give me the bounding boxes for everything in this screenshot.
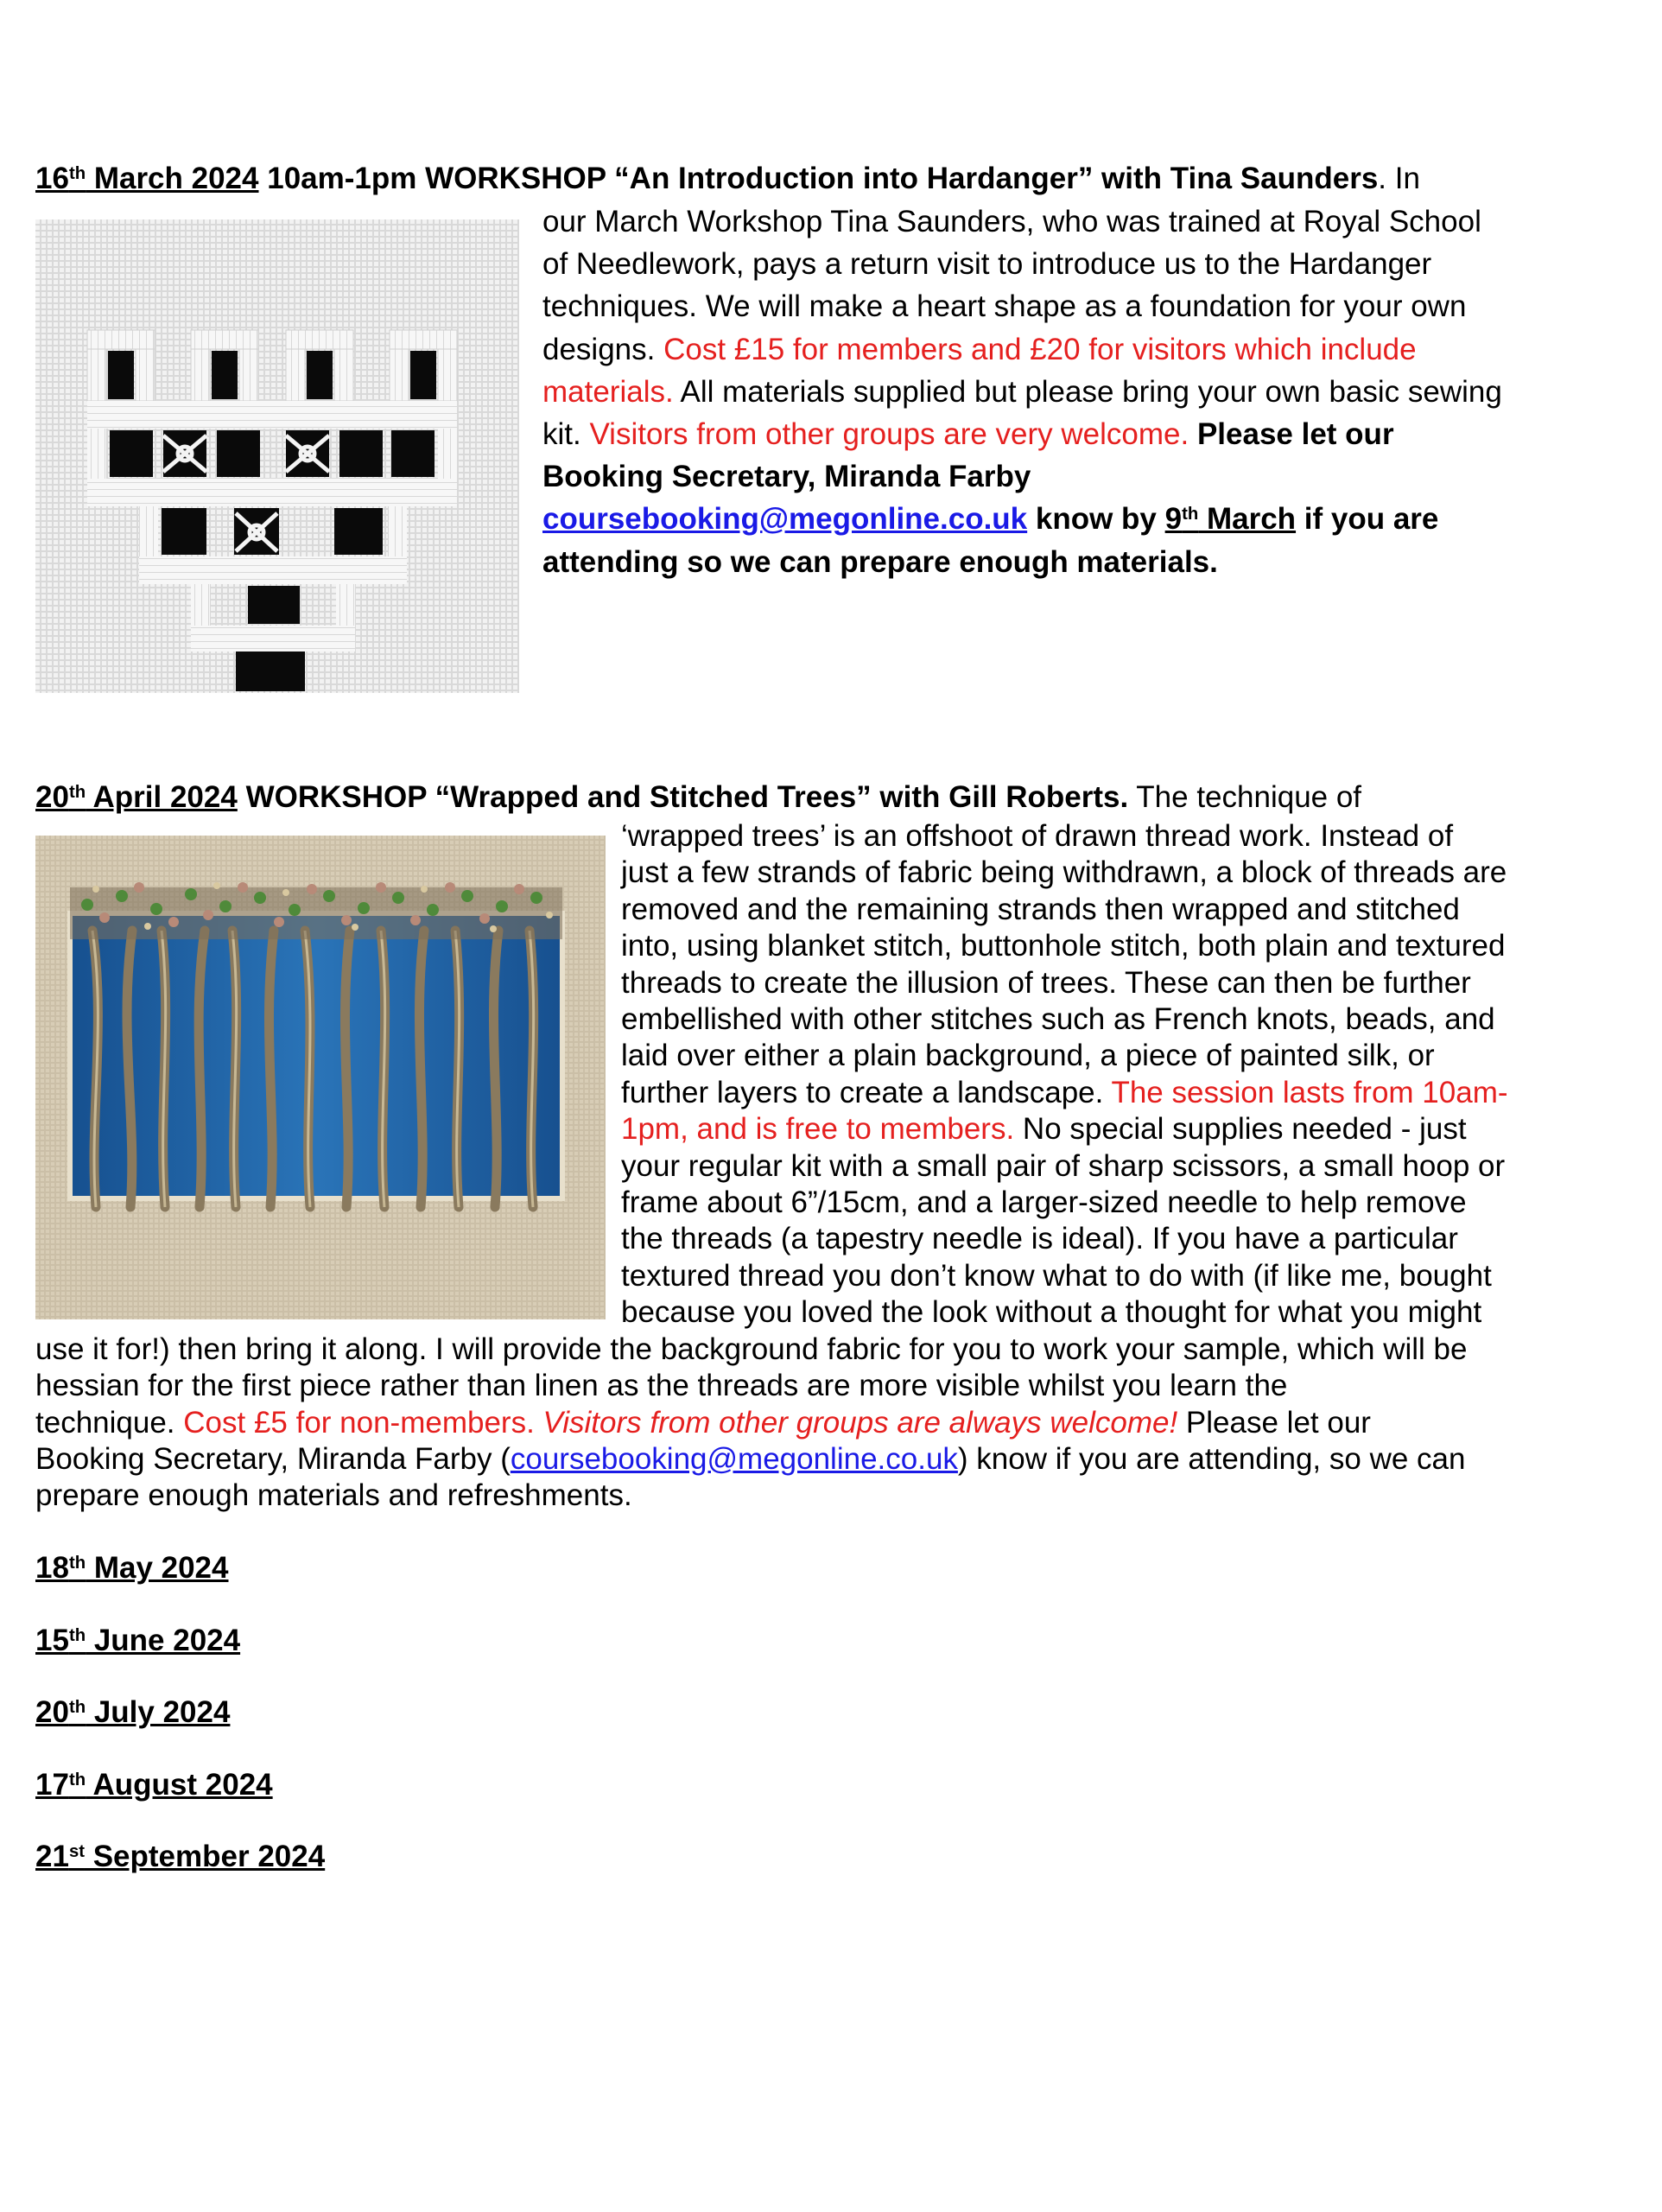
date-item: 20th July 2024 — [35, 1695, 231, 1729]
event1-deadline: 9th March — [1164, 502, 1297, 537]
event1-cost: Cost £15 for members and £20 for visitors which include — [663, 332, 1417, 366]
date-item: 15th June 2024 — [35, 1623, 241, 1657]
event2-description: ‘wrapped trees’ is an offshoot of drawn thread work. Instead of just a few strands of fabric being withdrawn, a block of threads are removed and the remaining strands then wrapped and stitched into, using blanket stitch, buttonhole stitch, both plain and textured threads to create the illusion of trees. These can then be further embellished with other stitches such as French knots, beads, and laid over either a plain background, a piece of painted silk, or further layers to create a landscape. The session lasts from 10am- 1pm, and is free to members. No special supplies needed - just your regular kit with a small pair of sharp scissors, a small hoop or frame about 6”/15cm, and a larger-sized needle to help remove the threads (a tapestry needle is ideal). If you have a particular textured thread you don’t know what to do with (if like me, bought because you loved the look without a thought for what you might use it for!) then bring it along. I will provide the background fabric for you to work your sample, which will be hessian for the first piece rather than linen as the threads are more visible whilst you learn the technique. Cost £5 for non-members. Visitors from other groups are always welcome! Please let our Booking Secretary, Miranda Farby (coursebooking@megonline.co.uk) know if you are attending, so we can prepare enough materials and refreshments. — [35, 819, 1508, 1513]
event2-cost: Cost £5 for non-members. — [183, 1405, 535, 1440]
event2-date: 20th April 2024 — [35, 780, 238, 814]
event1-heading: 16th March 2024 10am-1pm WORKSHOP “An Introduction into Hardanger” with Tina Saunders. In — [35, 162, 1420, 195]
event1-email-link[interactable]: coursebooking@megonline.co.uk — [542, 502, 1028, 537]
event1-title: 10am-1pm WORKSHOP “An Introduction into Hardanger” with Tina Saunders — [258, 162, 1379, 195]
event2-heading: 20th April 2024 WORKSHOP “Wrapped and Stitched Trees” with Gill Roberts. The technique of — [35, 780, 1362, 814]
event2-title: WORKSHOP “Wrapped and Stitched Trees” with Gill Roberts. — [237, 780, 1129, 814]
event2-email-link[interactable]: coursebooking@megonline.co.uk — [510, 1441, 958, 1476]
event1-visitors-note: Visitors from other groups are very welcome. — [589, 417, 1189, 452]
event1-description: our March Workshop Tina Saunders, who was trained at Royal School of Needlework, pays a return visit to introduce us to the Hardanger techniques. We will make a heart shape as a foundation for your own designs. Cost £15 for members and £20 for visitors which include materials. All materials supplied but please bring your own basic sewing kit. Visitors from other groups are very welcome. Please let our Booking Secretary, Miranda Farby coursebooking@megonline.co.uk know by 9th March if you are attending so we can prepare enough materials. — [542, 205, 1502, 579]
date-item: 17th August 2024 — [35, 1767, 273, 1802]
event1-date: 16th March 2024 — [35, 162, 259, 195]
hardanger-heart-photo — [35, 219, 519, 693]
date-item: 21st September 2024 — [35, 1840, 326, 1873]
date-item: 18th May 2024 — [35, 1551, 229, 1585]
event2-visitors-note: Visitors from other groups are always welcome! — [542, 1405, 1178, 1440]
upcoming-dates-list — [35, 1550, 325, 1911]
event2-session-note: The session lasts from 10am- — [1111, 1075, 1508, 1109]
